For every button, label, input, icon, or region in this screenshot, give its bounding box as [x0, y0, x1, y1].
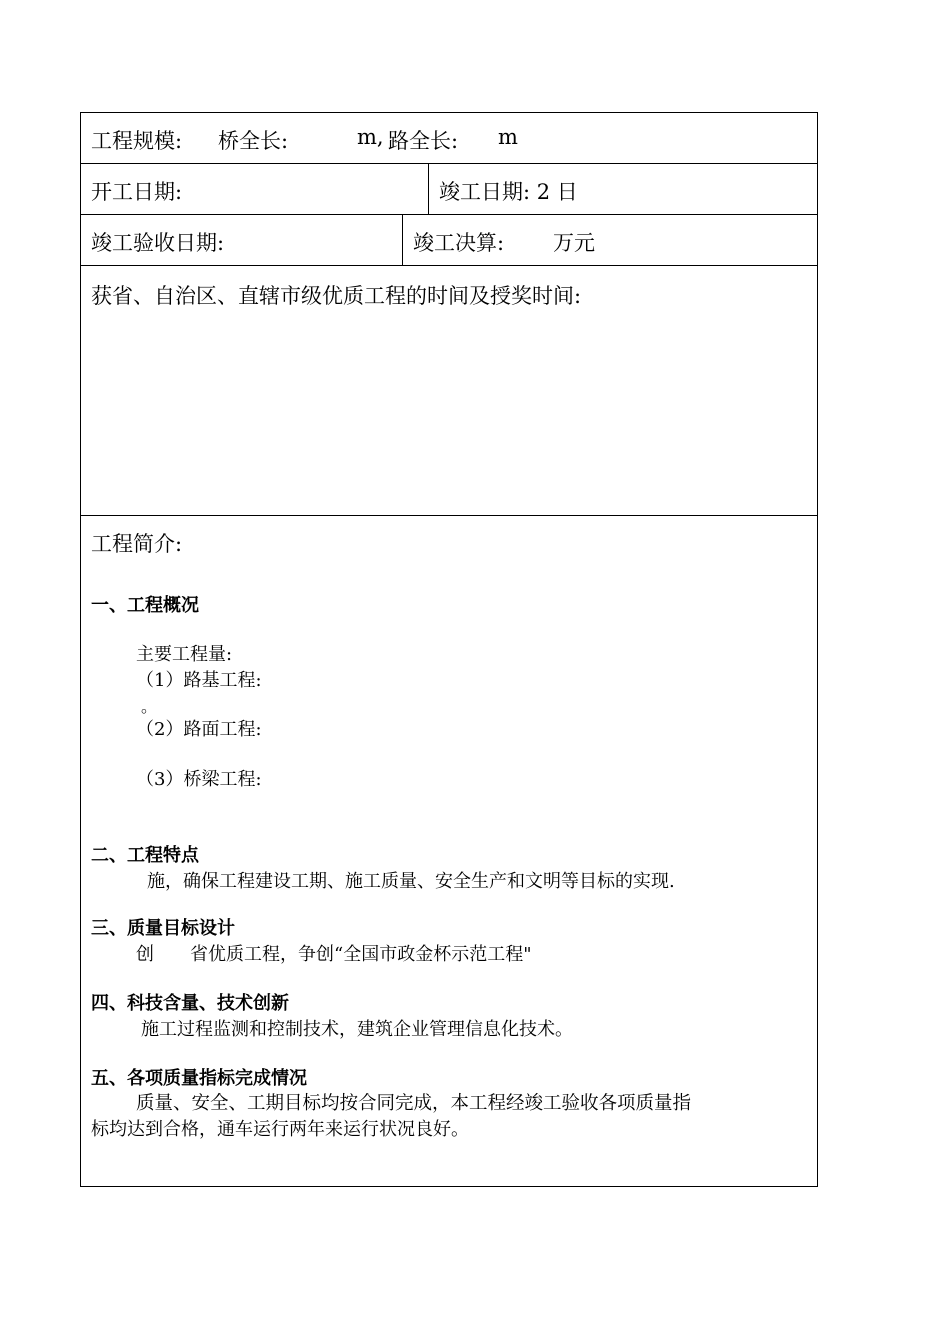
- section-3-text-b: 省优质工程，争创“全国市政金杯示范工程": [190, 944, 532, 965]
- row-dates: [81, 164, 817, 215]
- bridge-length-unit: m,: [357, 125, 384, 149]
- item-pavement: （2）路面工程:: [136, 719, 262, 740]
- section-5-line-2: 标均达到合格，通车运行两年来运行状况良好。: [91, 1119, 469, 1140]
- settlement-label: 竣工决算:: [413, 231, 505, 255]
- scale-label: 工程规模:: [91, 129, 183, 153]
- section-2-heading: 二、工程特点: [91, 845, 199, 866]
- intro-title: 工程简介:: [91, 532, 183, 556]
- cell-start-date: [81, 164, 428, 214]
- row-project-intro: [81, 516, 817, 1186]
- cell-awards: [81, 266, 817, 515]
- row-project-scale: [81, 113, 817, 164]
- finish-date-label: 竣工日期: 2 日: [439, 180, 578, 204]
- item-bridge: （3）桥梁工程:: [136, 769, 262, 790]
- road-length-unit: m: [498, 125, 518, 149]
- cell-project-intro: [81, 516, 817, 1186]
- section-3-heading: 三、质量目标设计: [91, 918, 235, 939]
- settlement-unit: 万元: [553, 231, 595, 255]
- start-date-label: 开工日期:: [91, 180, 183, 204]
- section-5-line-1: 质量、安全、工期目标均按合同完成，本工程经竣工验收各项质量指: [136, 1093, 692, 1114]
- item-dot: 。: [141, 697, 158, 716]
- section-4-heading: 四、科技含量、技术创新: [91, 993, 289, 1014]
- section-5-heading: 五、各项质量指标完成情况: [91, 1068, 307, 1089]
- project-form-table: [80, 112, 818, 1187]
- cell-final-settlement: [402, 215, 817, 265]
- row-awards: [81, 266, 817, 516]
- bridge-length-label: 桥全长:: [218, 129, 289, 153]
- award-label: 获省、自治区、直辖市级优质工程的时间及授奖时间:: [91, 284, 582, 308]
- section-1-heading: 一、工程概况: [91, 595, 199, 616]
- section-4-text: 施工过程监测和控制技术，建筑企业管理信息化技术。: [141, 1019, 573, 1040]
- acceptance-date-label: 竣工验收日期:: [91, 231, 225, 255]
- section-2-text: 施，确保工程建设工期、施工质量、安全生产和文明等目标的实现.: [147, 871, 675, 892]
- cell-finish-date: [428, 164, 817, 214]
- cell-acceptance-date: [81, 215, 402, 265]
- item-roadbed: （1）路基工程:: [136, 670, 262, 691]
- main-quantity-label: 主要工程量:: [136, 644, 233, 665]
- row-acceptance: [81, 215, 817, 266]
- road-length-label: 路全长:: [388, 129, 459, 153]
- cell-project-scale: [81, 113, 817, 163]
- section-3-text-a: 创: [136, 944, 154, 965]
